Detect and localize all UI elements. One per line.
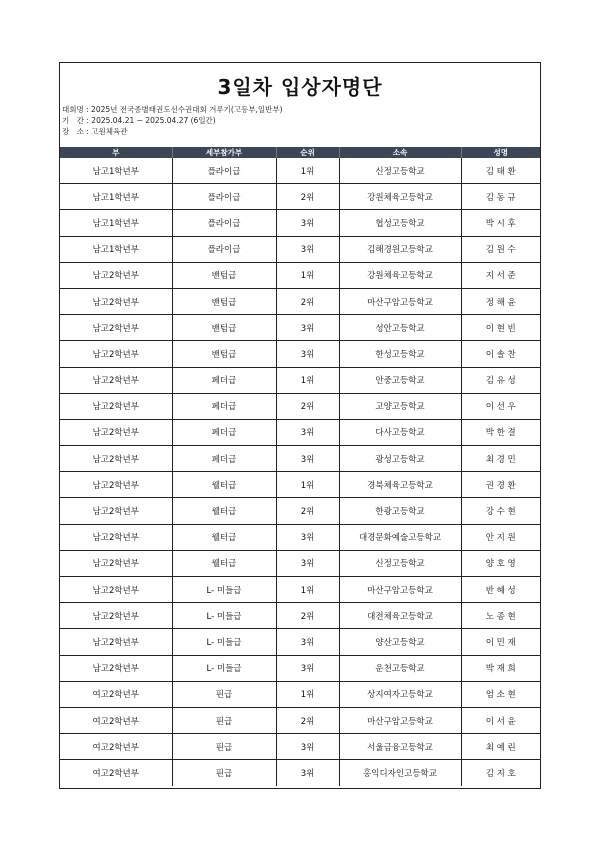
division-cell: 남고2학년부 <box>60 524 172 550</box>
division-cell: 여고2학년부 <box>60 681 172 707</box>
division-cell: 남고1학년부 <box>60 184 172 210</box>
affiliation-cell: 다사고등학교 <box>339 419 461 445</box>
table-row <box>60 262 540 288</box>
weight-class-cell: 밴텀급 <box>172 341 276 367</box>
rank-cell: 3위 <box>276 419 339 445</box>
rank-cell: 2위 <box>276 184 339 210</box>
name-cell: 엄 소 현 <box>461 681 540 707</box>
division-cell: 남고2학년부 <box>60 446 172 472</box>
rank-cell: 2위 <box>276 603 339 629</box>
name-cell: 이 현 빈 <box>461 315 540 341</box>
affiliation-cell: 상지여자고등학교 <box>339 681 461 707</box>
name-cell: 안 지 원 <box>461 524 540 550</box>
table-row <box>60 707 540 733</box>
affiliation-cell: 마산구암고등학교 <box>339 707 461 733</box>
table-row <box>60 550 540 576</box>
division-cell: 남고1학년부 <box>60 210 172 236</box>
rank-cell: 3위 <box>276 760 339 786</box>
name-cell: 이 서 윤 <box>461 707 540 733</box>
header-weight-class: 세부참가부 <box>172 147 276 158</box>
weight-class-cell: 웰터급 <box>172 524 276 550</box>
division-cell: 남고2학년부 <box>60 341 172 367</box>
table-row <box>60 288 540 314</box>
table-row <box>60 655 540 681</box>
affiliation-cell: 김해경원고등학교 <box>339 236 461 262</box>
division-cell: 남고2학년부 <box>60 629 172 655</box>
table-body <box>60 158 540 786</box>
affiliation-cell: 안중고등학교 <box>339 367 461 393</box>
table-row <box>60 734 540 760</box>
name-cell: 최 경 민 <box>461 446 540 472</box>
rank-cell: 3위 <box>276 341 339 367</box>
table-row <box>60 603 540 629</box>
table-row <box>60 629 540 655</box>
affiliation-cell: 운천고등학교 <box>339 655 461 681</box>
weight-class-cell: 플라이급 <box>172 158 276 184</box>
affiliation-cell: 서울금융고등학교 <box>339 734 461 760</box>
affiliation-cell: 마산구암고등학교 <box>339 577 461 603</box>
rank-cell: 1위 <box>276 577 339 603</box>
affiliation-cell: 경북체육고등학교 <box>339 472 461 498</box>
table-row <box>60 498 540 524</box>
name-cell: 최 예 린 <box>461 734 540 760</box>
rank-cell: 2위 <box>276 707 339 733</box>
table-row <box>60 158 540 184</box>
name-cell: 양 호 영 <box>461 550 540 576</box>
weight-class-cell: 플라이급 <box>172 184 276 210</box>
rank-cell: 3위 <box>276 550 339 576</box>
division-cell: 남고2학년부 <box>60 262 172 288</box>
period-label: 기 간 : <box>62 116 89 125</box>
rank-cell: 2위 <box>276 288 339 314</box>
affiliation-cell: 양산고등학교 <box>339 629 461 655</box>
name-cell: 이 선 우 <box>461 393 540 419</box>
name-cell: 정 해 윤 <box>461 288 540 314</box>
winners-table <box>60 147 540 786</box>
division-cell: 여고2학년부 <box>60 760 172 786</box>
weight-class-cell: L- 미들급 <box>172 577 276 603</box>
weight-class-cell: 플라이급 <box>172 210 276 236</box>
table-row <box>60 577 540 603</box>
weight-class-cell: 핀급 <box>172 734 276 760</box>
event-venue-line <box>62 127 128 137</box>
rank-cell: 2위 <box>276 393 339 419</box>
division-cell: 남고2학년부 <box>60 315 172 341</box>
venue-label: 장 소 : <box>62 127 89 136</box>
name-cell: 김 태 환 <box>461 158 540 184</box>
division-cell: 남고2학년부 <box>60 288 172 314</box>
division-cell: 남고2학년부 <box>60 577 172 603</box>
division-cell: 여고2학년부 <box>60 707 172 733</box>
affiliation-cell: 신정고등학교 <box>339 158 461 184</box>
results-sheet <box>59 62 541 789</box>
weight-class-cell: L- 미들급 <box>172 655 276 681</box>
header-name: 성명 <box>461 147 540 158</box>
rank-cell: 1위 <box>276 367 339 393</box>
affiliation-cell: 고양고등학교 <box>339 393 461 419</box>
weight-class-cell: 웰터급 <box>172 550 276 576</box>
affiliation-cell: 한성고등학교 <box>339 341 461 367</box>
division-cell: 남고2학년부 <box>60 655 172 681</box>
table-row <box>60 393 540 419</box>
name-cell: 강 수 현 <box>461 498 540 524</box>
header-division: 부 <box>60 147 172 158</box>
header-affiliation: 소속 <box>339 147 461 158</box>
table-row <box>60 472 540 498</box>
affiliation-cell: 강원체육고등학교 <box>339 184 461 210</box>
rank-cell: 1위 <box>276 262 339 288</box>
affiliation-cell: 성안고등학교 <box>339 315 461 341</box>
affiliation-cell: 광성고등학교 <box>339 446 461 472</box>
division-cell: 남고2학년부 <box>60 603 172 629</box>
affiliation-cell: 한광고등학교 <box>339 498 461 524</box>
rank-cell: 3위 <box>276 210 339 236</box>
affiliation-cell: 대전체육고등학교 <box>339 603 461 629</box>
table-row <box>60 367 540 393</box>
rank-cell: 1위 <box>276 158 339 184</box>
weight-class-cell: 핀급 <box>172 760 276 786</box>
event-label: 대회명 : <box>62 105 89 114</box>
weight-class-cell: 페더급 <box>172 367 276 393</box>
division-cell: 남고2학년부 <box>60 472 172 498</box>
weight-class-cell: L- 미들급 <box>172 629 276 655</box>
header-rank: 순위 <box>276 147 339 158</box>
page-title: 3일차 입상자명단 <box>217 75 383 99</box>
rank-cell: 2위 <box>276 498 339 524</box>
name-cell: 이 솔 찬 <box>461 341 540 367</box>
period-value: 2025.04.21 ~ 2025.04.27 (6일간) <box>91 116 216 125</box>
weight-class-cell: 페더급 <box>172 393 276 419</box>
division-cell: 남고2학년부 <box>60 550 172 576</box>
weight-class-cell: 밴텀급 <box>172 315 276 341</box>
rank-cell: 3위 <box>276 734 339 760</box>
name-cell: 박 시 후 <box>461 210 540 236</box>
division-cell: 남고2학년부 <box>60 419 172 445</box>
rank-cell: 3위 <box>276 524 339 550</box>
division-cell: 남고1학년부 <box>60 158 172 184</box>
division-cell: 남고2학년부 <box>60 498 172 524</box>
weight-class-cell: 페더급 <box>172 419 276 445</box>
table-row <box>60 419 540 445</box>
name-cell: 김 동 규 <box>461 184 540 210</box>
weight-class-cell: 웰터급 <box>172 472 276 498</box>
table-row <box>60 446 540 472</box>
rank-cell: 3위 <box>276 629 339 655</box>
table-row <box>60 210 540 236</box>
event-name-line <box>62 105 283 115</box>
weight-class-cell: 웰터급 <box>172 498 276 524</box>
division-cell: 남고2학년부 <box>60 367 172 393</box>
affiliation-cell: 협성고등학교 <box>339 210 461 236</box>
name-cell: 지 서 준 <box>461 262 540 288</box>
name-cell: 박 재 희 <box>461 655 540 681</box>
table-row <box>60 524 540 550</box>
affiliation-cell: 대경문화예술고등학교 <box>339 524 461 550</box>
name-cell: 김 원 수 <box>461 236 540 262</box>
weight-class-cell: 밴텀급 <box>172 288 276 314</box>
table-row <box>60 315 540 341</box>
table-row <box>60 760 540 786</box>
division-cell: 남고1학년부 <box>60 236 172 262</box>
name-cell: 권 경 환 <box>461 472 540 498</box>
weight-class-cell: L- 미들급 <box>172 603 276 629</box>
table-row <box>60 184 540 210</box>
table-row <box>60 341 540 367</box>
name-cell: 김 유 성 <box>461 367 540 393</box>
rank-cell: 3위 <box>276 446 339 472</box>
table-row <box>60 236 540 262</box>
name-cell: 이 민 재 <box>461 629 540 655</box>
affiliation-cell: 강원체육고등학교 <box>339 262 461 288</box>
event-period-line <box>62 116 216 126</box>
name-cell: 김 지 호 <box>485 768 516 779</box>
event-value: 2025년 전국종별태권도선수권대회 겨루기(고등부,일반부) <box>91 105 283 114</box>
name-cell: 박 한 결 <box>461 419 540 445</box>
affiliation-cell: 홍익디자인고등학교 <box>339 760 461 786</box>
weight-class-cell: 핀급 <box>172 707 276 733</box>
division-cell: 여고2학년부 <box>60 734 172 760</box>
rank-cell: 3위 <box>276 315 339 341</box>
rank-cell: 3위 <box>276 236 339 262</box>
rank-cell: 1위 <box>276 681 339 707</box>
table-header-row <box>60 147 540 158</box>
weight-class-cell: 페더급 <box>172 446 276 472</box>
rank-cell: 1위 <box>276 472 339 498</box>
affiliation-cell: 마산구암고등학교 <box>339 288 461 314</box>
name-cell: 노 종 현 <box>461 603 540 629</box>
weight-class-cell: 플라이급 <box>172 236 276 262</box>
affiliation-cell: 신정고등학교 <box>339 550 461 576</box>
table-row <box>60 681 540 707</box>
name-cell: 반 혜 성 <box>461 577 540 603</box>
rank-cell: 3위 <box>276 655 339 681</box>
division-cell: 남고2학년부 <box>60 393 172 419</box>
weight-class-cell: 핀급 <box>172 681 276 707</box>
venue-value: 고원체육관 <box>91 127 128 136</box>
weight-class-cell: 밴텀급 <box>172 262 276 288</box>
